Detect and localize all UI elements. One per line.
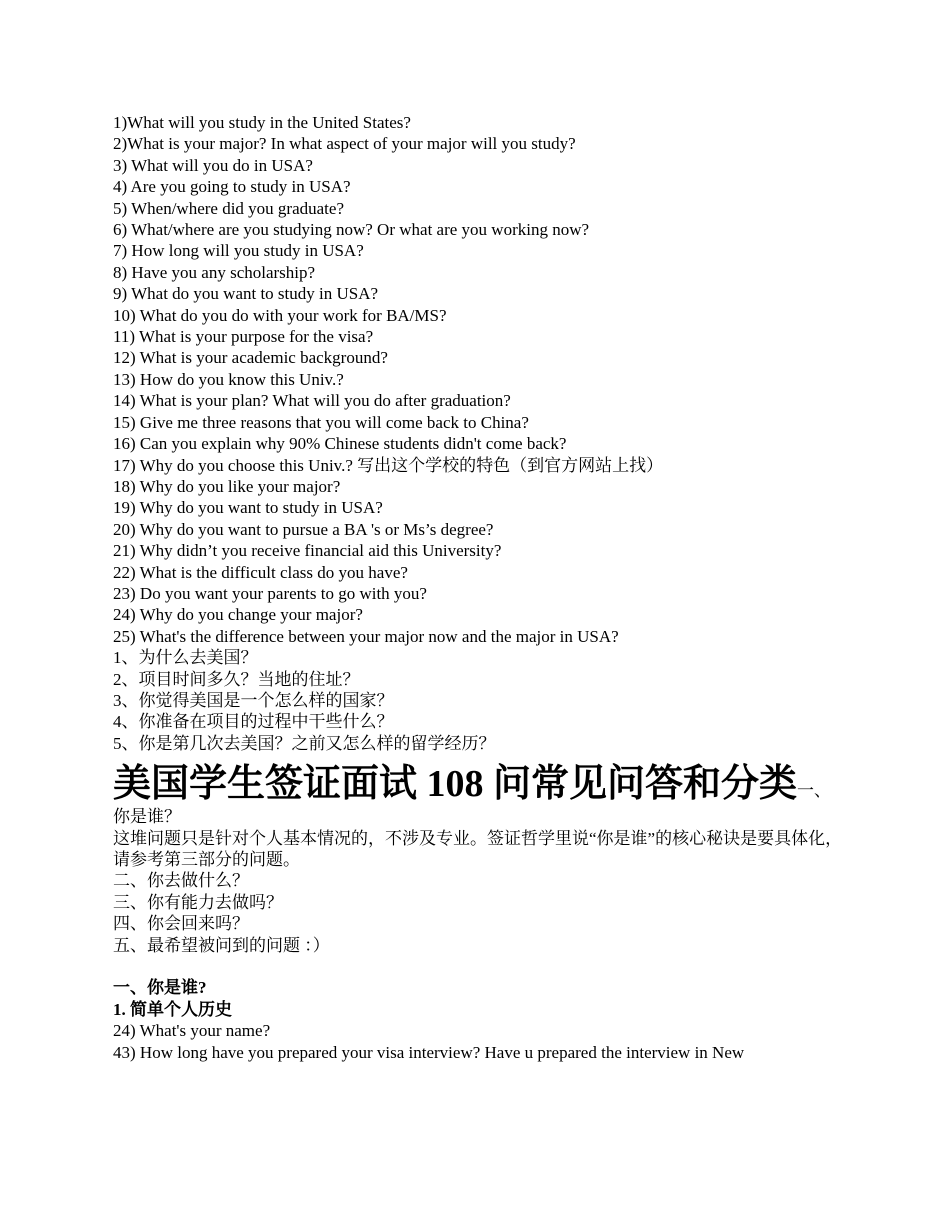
list-item: 18) Why do you like your major? — [113, 476, 341, 496]
list-item: 23) Do you want your parents to go with you? — [113, 583, 427, 603]
list-item: 7) How long will you study in USA? — [113, 241, 364, 261]
list-item: 16) Can you explain why 90% Chinese students didn't come back? — [113, 434, 567, 454]
chinese-question-list — [113, 647, 843, 754]
list-item: 4、你准备在项目的过程中干些什么？ — [113, 712, 394, 732]
list-item: 21) Why didn’t you receive financial aid this University? — [113, 541, 502, 561]
section-list — [113, 870, 843, 956]
list-item: 2、项目时间多久？当地的住址？ — [113, 669, 360, 689]
spacer — [113, 956, 843, 977]
list-item: 14) What is your plan? What will you do after graduation? — [113, 391, 511, 411]
list-item: 19) Why do you want to study in USA? — [113, 498, 383, 518]
list-item: 24) What's your name? — [113, 1021, 271, 1041]
list-item: 5) When/where did you graduate? — [113, 198, 344, 218]
list-item: 15) Give me three reasons that you will come back to China? — [113, 412, 529, 432]
list-item: 25) What's the difference between your major now and the major in USA? — [113, 626, 619, 646]
part-one-subheading: 1. 简单个人历史 — [113, 999, 232, 1019]
part-one-heading: 一、你是谁? — [113, 978, 207, 998]
list-item: 6) What/where are you studying now? Or what are you working now? — [113, 220, 590, 240]
list-item: 20) Why do you want to pursue a BA 's or Ms’s degree? — [113, 519, 494, 539]
list-item: 2)What is your major? In what aspect of your major will you study? — [113, 134, 576, 154]
list-item: 17) Why do you choose this Univ.? 写出这个学校的特色（到官方网站上找） — [113, 455, 664, 475]
list-item: 5、你是第几次去美国？之前又怎么样的留学经历？ — [113, 733, 496, 753]
list-item: 24) Why do you change your major? — [113, 605, 363, 625]
list-item: 1、为什么去美国？ — [113, 648, 258, 668]
document-page — [113, 112, 843, 1063]
section-item: 四、你会回来吗？ — [113, 914, 249, 934]
list-item: 3、你觉得美国是一个怎么样的国家？ — [113, 690, 394, 710]
list-item: 13) How do you know this Univ.? — [113, 369, 344, 389]
list-item: 8) Have you any scholarship? — [113, 262, 316, 282]
section-item: 五、最希望被问到的问题 ：） — [113, 935, 330, 955]
section-item: 三、你有能力去做吗？ — [113, 892, 283, 912]
list-item: 10) What do you do with your work for BA/MS? — [113, 305, 447, 325]
intro-paragraph: 这堆问题只是针对个人基本情况的，不涉及专业。签证哲学里说“你是谁”的核心秘诀是要具体化，请参考第三部分的问题。 — [113, 828, 843, 869]
list-item: 22) What is the difficult class do you have? — [113, 562, 408, 582]
page-title: 美国学生签证面试 108 问常见问答和分类 — [113, 763, 798, 806]
list-item: 3) What will you do in USA? — [113, 155, 313, 175]
list-item: 11) What is your purpose for the visa? — [113, 327, 374, 347]
english-question-list — [113, 112, 843, 647]
headline-block — [113, 762, 843, 827]
list-item: 4) Are you going to study in USA? — [113, 177, 351, 197]
list-item: 12) What is your academic background? — [113, 348, 388, 368]
section-heading-who-are-you: 一、你是谁？ — [113, 781, 832, 827]
list-item: 1)What will you study in the United States? — [113, 113, 411, 132]
section-item: 二、你去做什么？ — [113, 871, 249, 891]
list-item: 43) How long have you prepared your visa interview? Have u prepared the interview in New — [113, 1042, 745, 1062]
list-item: 9) What do you want to study in USA? — [113, 284, 379, 304]
